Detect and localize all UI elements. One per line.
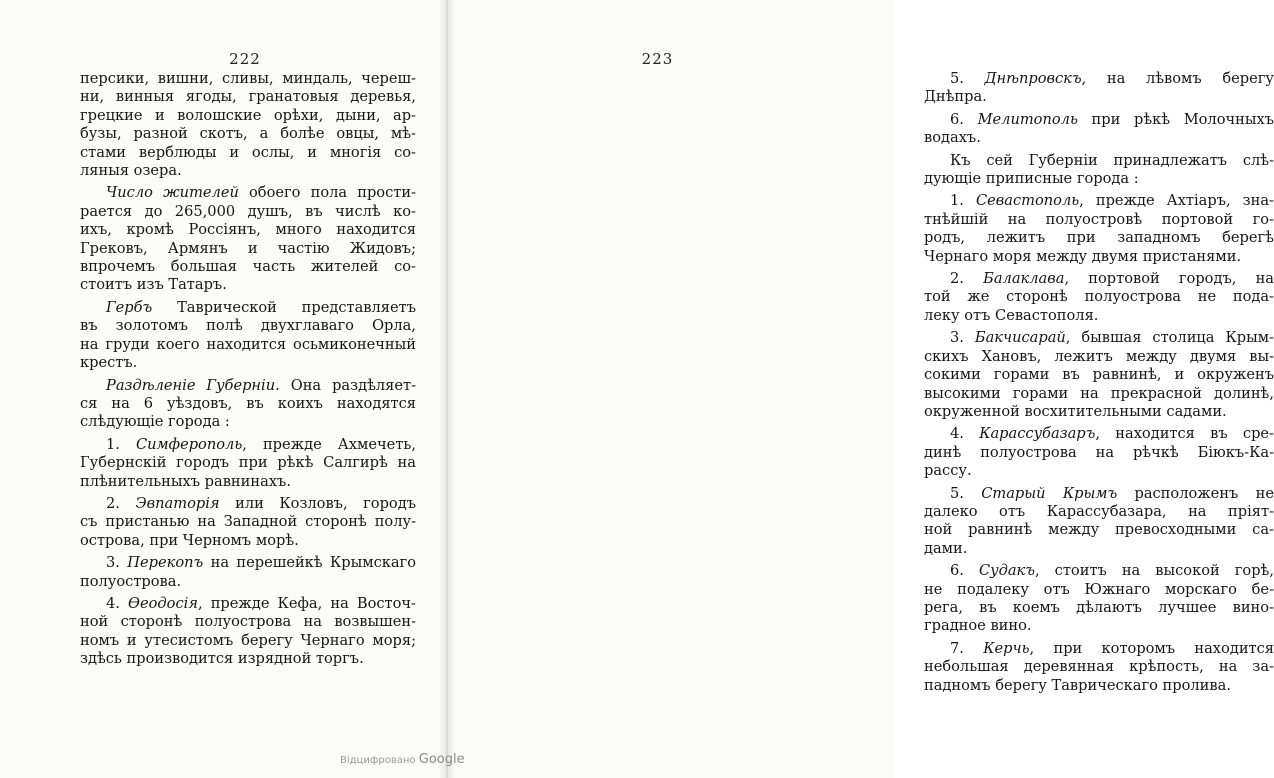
line-text: здѣсь производится изрядной торгъ. <box>80 650 364 668</box>
line-text: Чернаго моря между двумя пристанями. <box>924 247 1242 265</box>
text-line <box>80 162 416 180</box>
line-text: не подалеку отъ Южнаго морскаго бе- <box>924 580 1274 598</box>
left-page <box>0 0 446 778</box>
text-line <box>924 503 1274 521</box>
line-text: дующіе приписные города : <box>924 170 1139 188</box>
text-line <box>80 532 416 550</box>
heading-term: Балаклава <box>983 270 1065 288</box>
line-text: , стоитъ на высокой горѣ, <box>1035 562 1274 580</box>
line-text: сокими горами въ равнинѣ, и окруженъ <box>924 366 1274 384</box>
line-text: ихъ, кромѣ Россіянъ, много находится <box>80 221 416 239</box>
text-line <box>924 581 1274 599</box>
line-text: Грековъ, Армянъ и частію Жидовъ; <box>80 239 416 257</box>
text-column <box>924 70 1274 695</box>
text-line <box>924 425 1274 443</box>
line-text: рается до 265,000 душъ, въ числѣ ко- <box>80 202 416 220</box>
text-line <box>924 229 1274 247</box>
line-text: падномъ берегу Таврическаго пролива. <box>924 676 1231 694</box>
text-line <box>924 677 1274 695</box>
heading-term: Число жителей <box>106 184 239 202</box>
text-line <box>924 129 1274 147</box>
page-number: 223 <box>641 50 674 68</box>
line-text: 3. <box>106 554 128 572</box>
text-line <box>924 152 1274 170</box>
line-text: той же сторонѣ полуострова не пода- <box>924 288 1274 306</box>
line-text: номъ и утесистомъ берегу Чернаго моря; <box>80 631 416 649</box>
line-text: Губернскій городъ при рѣкѣ Салгирѣ на <box>80 454 416 472</box>
text-line <box>80 377 416 395</box>
line-text: тнѣйшій на полуостровѣ портовой го- <box>924 210 1274 228</box>
line-text: 4. <box>106 594 129 612</box>
watermark-brand: Google <box>418 752 465 767</box>
line-text: на груди коего находится осьмиконечный <box>80 335 416 353</box>
text-line <box>80 613 416 631</box>
text-line <box>924 88 1274 106</box>
line-text: рассу. <box>924 462 972 480</box>
line-text: слѣдующіе города : <box>80 413 230 431</box>
heading-term: Севастополь <box>975 192 1080 210</box>
text-line <box>924 540 1274 558</box>
heading-term: Эвпаторія <box>135 494 220 512</box>
text-line <box>80 258 416 276</box>
line-text: , прежде Кефа, на Восточ- <box>197 594 416 612</box>
line-text: 6. <box>950 110 978 128</box>
line-text: дами. <box>924 539 968 557</box>
line-text: 2. <box>106 494 136 512</box>
line-text: острова, при Черномъ морѣ. <box>80 531 299 549</box>
line-text: , находится въ сре- <box>1095 425 1274 443</box>
line-text: ни, винныя ягоды, гранатовыя деревья, <box>80 88 416 106</box>
heading-term: Раздѣленіе Губерніи. <box>106 376 280 394</box>
text-line <box>80 454 416 472</box>
line-text: съ пристанью на Западной сторонѣ полу- <box>80 513 416 531</box>
line-text: Таврической представляетъ <box>152 298 416 316</box>
line-text: динѣ полуострова на рѣчкѣ Біюкъ-Ка- <box>924 443 1274 461</box>
line-text: , прежде Ахмечеть, <box>242 435 416 453</box>
text-line <box>80 554 416 572</box>
line-text: Днѣпра. <box>924 88 987 106</box>
heading-term: Керчь <box>983 639 1030 657</box>
text-line <box>924 385 1274 403</box>
text-line <box>924 366 1274 384</box>
text-line <box>80 632 416 650</box>
line-text: 3. <box>950 329 975 347</box>
text-line <box>80 413 416 431</box>
text-line <box>924 211 1274 229</box>
line-text: 4. <box>950 425 980 443</box>
line-text: ной равнинѣ между превосходными са- <box>924 521 1274 539</box>
line-text: водахъ. <box>924 129 981 147</box>
text-line <box>924 562 1274 580</box>
text-line <box>924 403 1274 421</box>
text-line <box>924 111 1274 129</box>
text-line <box>80 650 416 668</box>
text-line <box>80 221 416 239</box>
line-text: ся на 6 уѣздовъ, въ коихъ находятся <box>80 394 416 412</box>
heading-term: Старый Крымъ <box>981 484 1118 502</box>
line-text: скихъ Хановъ, лежитъ между двумя вы- <box>924 347 1274 365</box>
line-text: далеко отъ Карассубазара, на пріят- <box>924 502 1274 520</box>
line-text: на перешейкѣ Крымскаго <box>203 554 416 572</box>
text-line <box>80 70 416 88</box>
text-line <box>80 299 416 317</box>
text-line <box>924 329 1274 347</box>
text-line <box>80 336 416 354</box>
line-text: высокими горами на прекрасной долинѣ, <box>924 384 1274 402</box>
text-line <box>924 444 1274 462</box>
line-text: 7. <box>950 639 984 657</box>
line-text: Къ сей Губерніи принадлежатъ слѣ- <box>950 151 1274 169</box>
line-text: стами верблюды и ослы, и многія со- <box>80 143 416 161</box>
line-text: при рѣкѣ Молочныхъ <box>1077 110 1274 128</box>
line-text: , бывшая столица Крым- <box>1065 329 1274 347</box>
line-text: , прежде Ахтіаръ, зна- <box>1079 192 1274 210</box>
line-text: родъ, лежитъ при западномъ берегѣ <box>924 229 1274 247</box>
text-line <box>80 595 416 613</box>
line-text: обоего пола прости- <box>238 184 416 202</box>
text-line <box>80 144 416 162</box>
line-text: 5. <box>950 70 985 87</box>
heading-term: Перекопъ <box>127 554 204 572</box>
line-text: расположенъ не <box>1117 484 1274 502</box>
line-text: ной сторонѣ полуострова на возвышен- <box>80 613 416 631</box>
text-line <box>80 354 416 372</box>
line-text: впрочемъ большая часть жителей со- <box>80 258 416 276</box>
text-line <box>924 70 1274 88</box>
text-line <box>80 203 416 221</box>
line-text: грецкие и волошские орѣхи, дыни, ар- <box>80 106 416 124</box>
text-line <box>924 248 1274 266</box>
heading-term: Симферополь <box>135 435 243 453</box>
text-line <box>80 240 416 258</box>
text-line <box>80 513 416 531</box>
line-text: крестъ. <box>80 354 138 372</box>
text-line <box>80 395 416 413</box>
line-text: 1. <box>950 192 976 210</box>
text-line <box>924 658 1274 676</box>
line-text: окруженной восхитительными садами. <box>924 402 1227 420</box>
text-line <box>80 125 416 143</box>
line-text: стоитъ изъ Татаръ. <box>80 276 227 294</box>
page-number: 222 <box>229 50 261 68</box>
text-line <box>80 495 416 513</box>
line-text: плѣнительныхъ равнинахъ. <box>80 472 291 490</box>
text-line <box>80 184 416 202</box>
text-line <box>80 573 416 591</box>
line-text: , портовой городъ, на <box>1064 270 1274 288</box>
text-line <box>924 617 1274 635</box>
line-text: въ золотомъ полѣ двухглаваго Орла, <box>80 317 416 335</box>
text-line <box>924 307 1274 325</box>
line-text: ляныя озера. <box>80 162 182 180</box>
heading-term: Мелитополь <box>977 110 1078 128</box>
text-line <box>924 462 1274 480</box>
text-line <box>924 599 1274 617</box>
text-line <box>80 473 416 491</box>
text-line <box>924 192 1274 210</box>
heading-term: Бакчисарай <box>974 329 1066 347</box>
text-line <box>80 317 416 335</box>
line-text: рега, въ коемъ дѣлаютъ лучшее вино- <box>924 598 1274 616</box>
heading-term: Гербъ <box>106 298 153 316</box>
line-text: бузы, разной скотъ, а болѣе овцы, мѣ- <box>80 125 416 143</box>
text-line <box>80 88 416 106</box>
line-text: , при которомъ находится <box>1029 639 1274 657</box>
heading-term: Судакъ <box>978 562 1035 580</box>
digitization-watermark <box>340 752 465 767</box>
line-text: или Козловъ, городъ <box>219 494 416 512</box>
text-column <box>80 70 416 669</box>
line-text: небольшая деревянная крѣпость, на за- <box>924 658 1274 676</box>
line-text: 6. <box>950 562 979 580</box>
line-text: 5. <box>950 484 982 502</box>
heading-term: Днѣпровскъ <box>984 70 1082 87</box>
line-text: полуострова. <box>80 572 182 590</box>
text-line <box>924 640 1274 658</box>
text-line <box>924 288 1274 306</box>
text-line <box>924 521 1274 539</box>
heading-term: Карассубазаръ <box>979 425 1096 443</box>
right-page <box>446 0 1274 778</box>
text-line <box>924 270 1274 288</box>
text-line <box>924 170 1274 188</box>
watermark-prefix: Відцифровано <box>340 755 416 766</box>
line-text: Она раздѣляет- <box>279 376 416 394</box>
line-text: градное вино. <box>924 617 1032 635</box>
text-line <box>80 107 416 125</box>
text-line <box>80 276 416 294</box>
line-text: 1. <box>106 435 136 453</box>
line-text: леку отъ Севастополя. <box>924 306 1099 324</box>
text-line <box>80 436 416 454</box>
text-line <box>924 485 1274 503</box>
line-text: , на лѣвомъ берегу <box>1081 70 1274 87</box>
line-text: 2. <box>950 270 984 288</box>
heading-term: Ѳеодосія <box>128 594 198 612</box>
book-gutter <box>438 0 456 778</box>
text-line <box>924 348 1274 366</box>
line-text: персики, вишни, сливы, миндаль, череш- <box>80 70 416 87</box>
